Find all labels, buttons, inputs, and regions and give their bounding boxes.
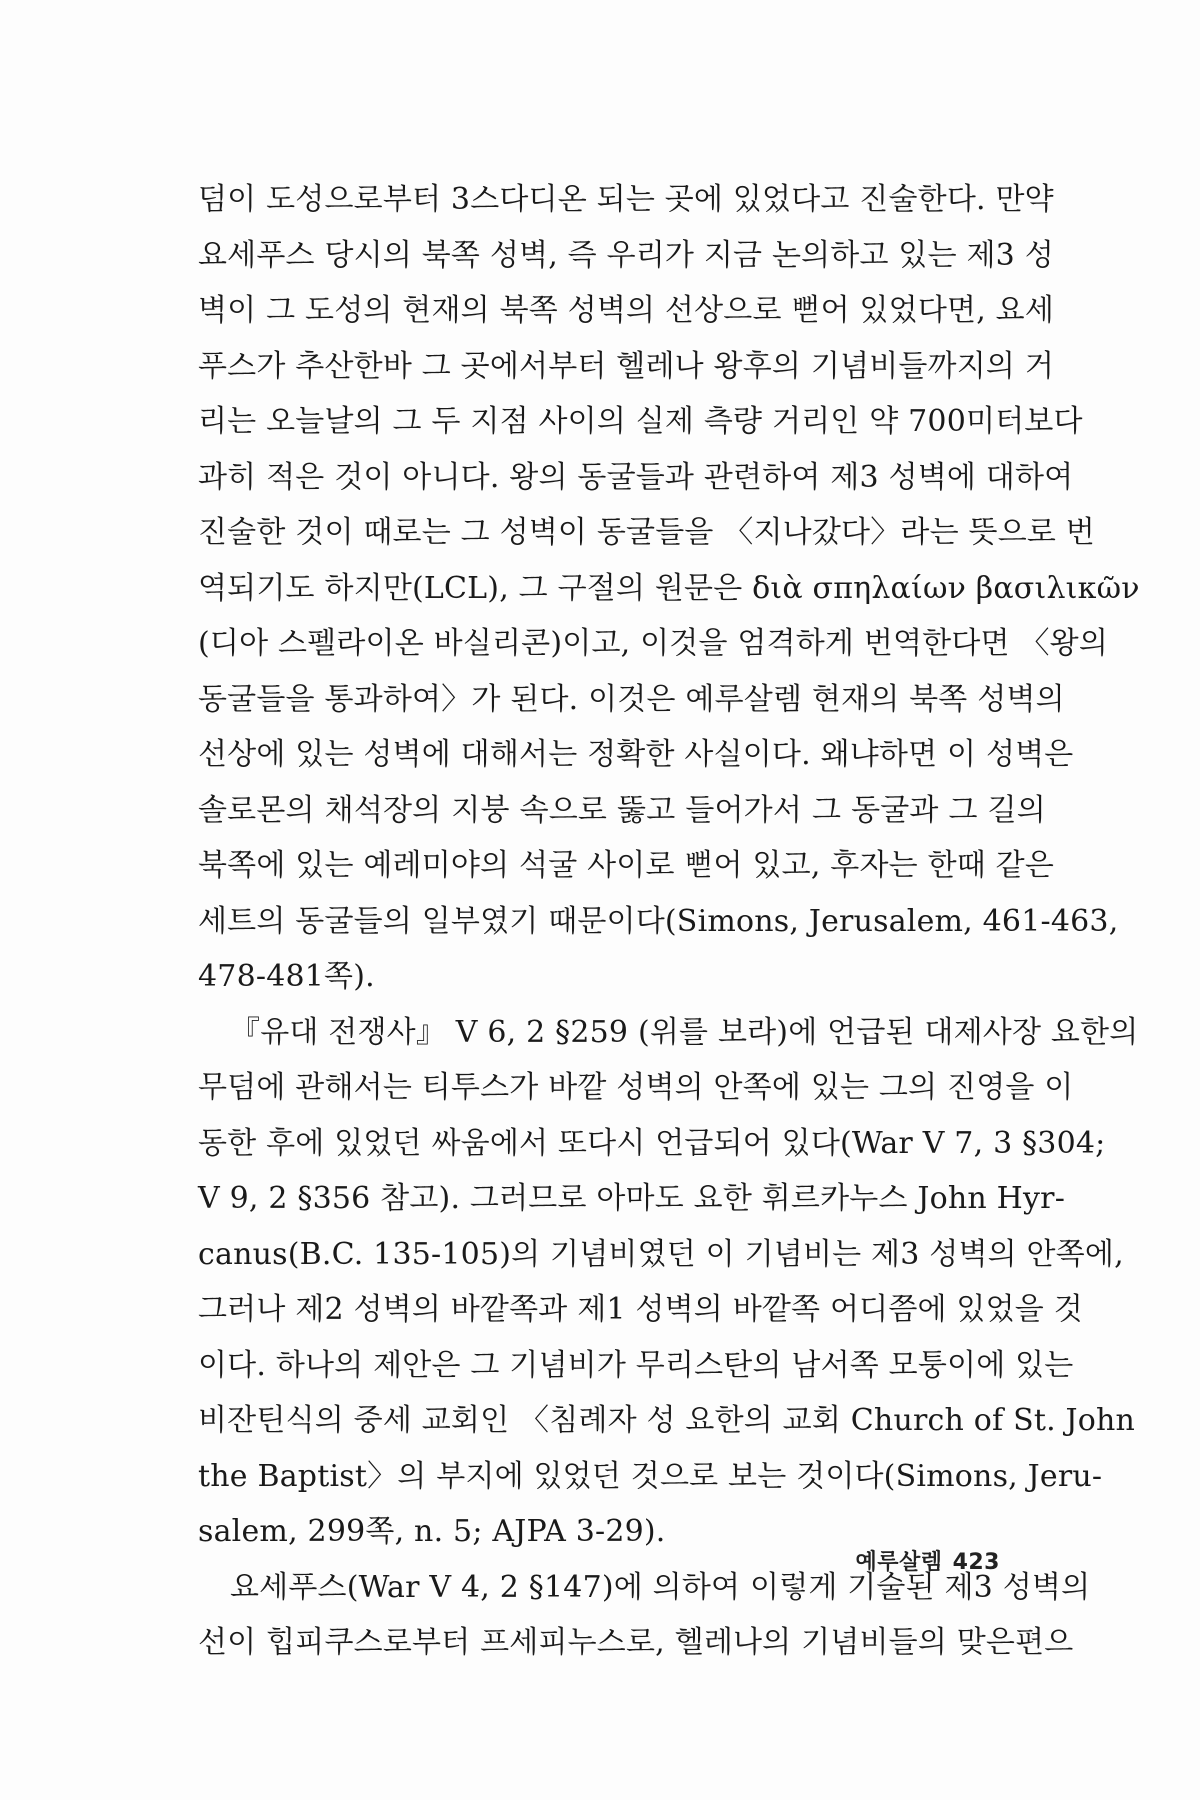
text-line: 리는 오늘날의 그 두 지점 사이의 실제 측량 거리인 약 700미터보다: [198, 404, 1083, 439]
text-line: 벽이 그 도성의 현재의 북쪽 성벽의 선상으로 뻗어 있었다면, 요세: [198, 293, 1055, 328]
body-text: [198, 172, 1140, 1671]
text-line: 무덤에 관해서는 티투스가 바깥 성벽의 안쪽에 있는 그의 진영을 이: [198, 1070, 1074, 1105]
text-line: 선이 힙피쿠스로부터 프세피누스로, 헬레나의 기념비들의 맞은편으: [198, 1625, 1074, 1660]
paragraph-first-line: 요세푸스(War V 4, 2 §147)에 의하여 이렇게 기술된 제3 성벽의: [230, 1569, 1091, 1605]
text-line: 478-481쪽).: [198, 959, 375, 994]
text-line: 세트의 동굴들의 일부였기 때문이다(Simons, Jerusalem, 461-463,: [198, 903, 1119, 939]
paragraph-first-line: 『유대 전쟁사』 V 6, 2 §259 (위를 보라)에 언급된 대제사장 요한의: [230, 1014, 1139, 1050]
text-line: 진술한 것이 때로는 그 성벽이 동굴들을 〈지나갔다〉라는 뜻으로 번: [198, 515, 1095, 550]
text-line: the Baptist〉의 부지에 있었던 것으로 보는 것이다(Simons, Jeru-: [198, 1458, 1103, 1494]
text-line: V 9, 2 §356 참고). 그러므로 아마도 요한 휘르카누스 John Hyr-: [198, 1181, 1066, 1216]
text-line: 역되기도 하지만(LCL), 그 구절의 원문은 διὰ σπηλαίων βασιλικῶν: [198, 570, 1140, 606]
text-line: 덤이 도성으로부터 3스다디온 되는 곳에 있었다고 진술한다. 만약: [198, 182, 1054, 217]
text-line: (디아 스펠라이온 바실리콘)이고, 이것을 엄격하게 번역한다면 〈왕의: [198, 626, 1109, 661]
text-line: canus(B.C. 135-105)의 기념비였던 이 기념비는 제3 성벽의 안쪽에,: [198, 1236, 1124, 1272]
text-line: 비잔틴식의 중세 교회인 〈침례자 성 요한의 교회 Church of St. John: [198, 1403, 1136, 1438]
text-line: 그러나 제2 성벽의 바깥쪽과 제1 성벽의 바깥쪽 어디쯤에 있었을 것: [198, 1292, 1083, 1327]
text-line: 이다. 하나의 제안은 그 기념비가 무리스탄의 남서쪽 모퉁이에 있는: [198, 1347, 1074, 1383]
text-line: 솔로몬의 채석장의 지붕 속으로 뚫고 들어가서 그 동굴과 그 길의: [198, 792, 1046, 828]
text-line: 북쪽에 있는 예레미야의 석굴 사이로 뻗어 있고, 후자는 한때 같은: [198, 848, 1055, 883]
text-line: 푸스가 추산한바 그 곳에서부터 헬레나 왕후의 기념비들까지의 거: [198, 348, 1055, 384]
page-number: 423: [952, 1550, 1000, 1575]
text-line: 선상에 있는 성벽에 대해서는 정확한 사실이다. 왜냐하면 이 성벽은: [198, 737, 1074, 772]
text-line: 동굴들을 통과하여〉가 된다. 이것은 예루살렘 현재의 북쪽 성벽의: [198, 681, 1065, 717]
text-line: salem, 299쪽, n. 5; AJPA 3-29).: [198, 1514, 666, 1549]
page-footer: [856, 1545, 1000, 1576]
text-line: 과히 적은 것이 아니다. 왕의 동굴들과 관련하여 제3 성벽에 대하여: [198, 459, 1074, 495]
text-line: 요세푸스 당시의 북쪽 성벽, 즉 우리가 지금 논의하고 있는 제3 성: [198, 237, 1054, 273]
text-line: 동한 후에 있었던 싸움에서 또다시 언급되어 있다(War V 7, 3 §304;: [198, 1125, 1106, 1161]
running-title: 예루살렘: [855, 1550, 943, 1575]
